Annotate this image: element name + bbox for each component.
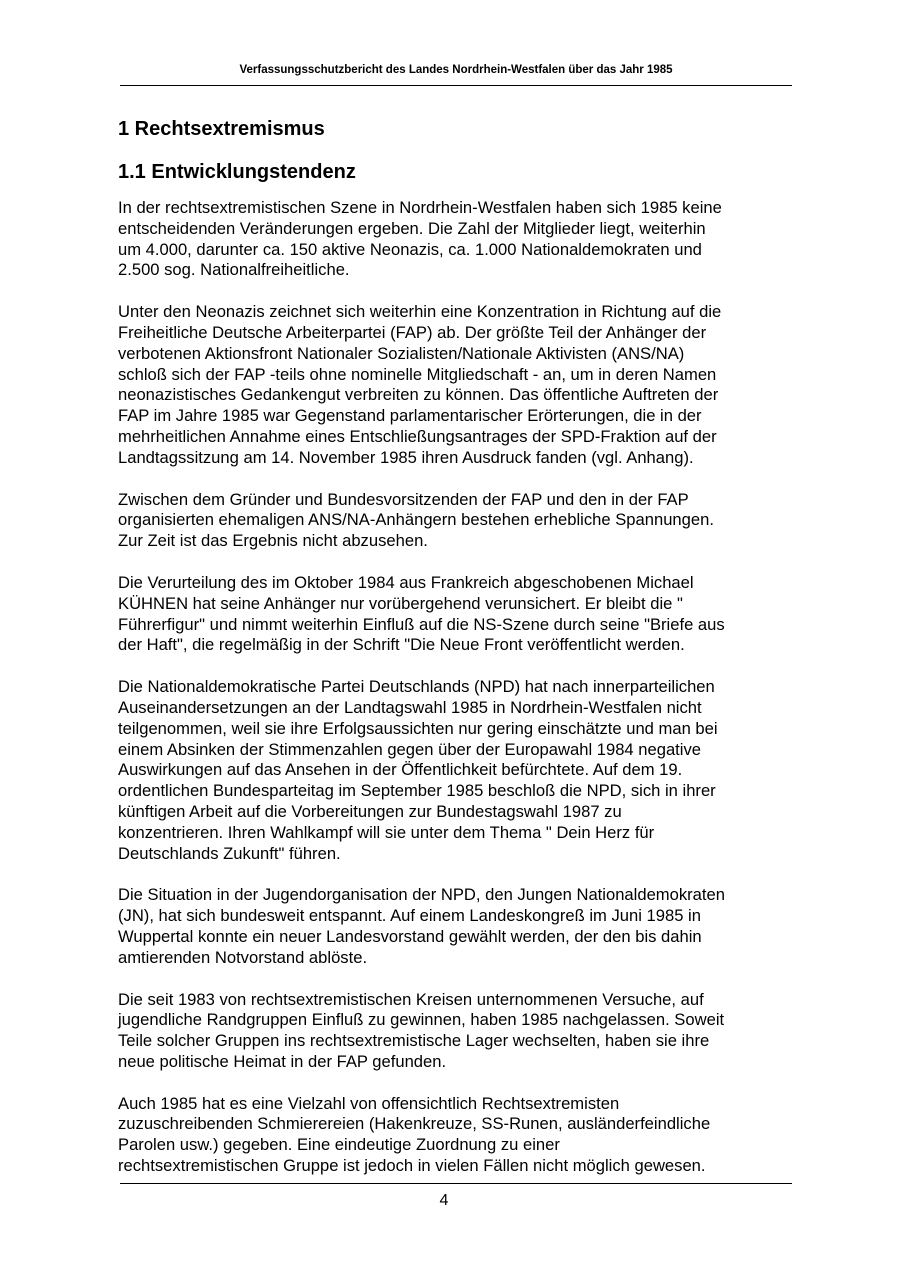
text-line: der Haft", die regelmäßig in der Schrift "Die Neue Front veröffentlicht werden.: [118, 635, 685, 655]
text-line: Landtagssitzung am 14. November 1985 ihren Ausdruck fanden (vgl. Anhang).: [118, 447, 694, 467]
text-line: zuzuschreibenden Schmierereien (Hakenkreuze, SS-Runen, ausländerfeindliche: [118, 1114, 711, 1134]
text-line: (JN), hat sich bundesweit entspannt. Auf einem Landeskongreß im Juni 1985 in: [118, 906, 701, 926]
text-line: Unter den Neonazis zeichnet sich weiterhin eine Konzentration in Richtung auf die: [118, 302, 722, 322]
text-line: Die Situation in der Jugendorganisation der NPD, den Jungen Nationaldemokraten: [118, 885, 725, 905]
paragraph: [118, 490, 798, 552]
text-line: Teile solcher Gruppen ins rechtsextremistische Lager wechselten, haben sie ihre: [118, 1031, 710, 1051]
section-title: 1.1 Entwicklungstendenz: [118, 161, 356, 183]
text-line: amtierenden Notvorstand ablöste.: [118, 947, 368, 967]
text-line: Zur Zeit ist das Ergebnis nicht abzusehen.: [118, 531, 428, 551]
text-line: organisierten ehemaligen ANS/NA-Anhängern bestehen erhebliche Spannungen.: [118, 510, 714, 530]
text-line: Wuppertal konnte ein neuer Landesvorstand gewählt werden, der den bis dahin: [118, 926, 702, 946]
text-line: um 4.000, darunter ca. 150 aktive Neonazis, ca. 1.000 Nationaldemokraten und: [118, 239, 702, 259]
text-line: Freiheitliche Deutsche Arbeiterpartei (FAP) ab. Der größte Teil der Anhänger der: [118, 322, 707, 342]
text-line: neue politische Heimat in der FAP gefunden.: [118, 1051, 447, 1071]
text-line: neonazistisches Gedankengut verbreiten zu können. Das öffentliche Auftreten der: [118, 385, 719, 405]
paragraph: [118, 198, 798, 281]
paragraph: [118, 677, 798, 864]
text-line: mehrheitlichen Annahme eines Entschließungsantrages der SPD-Fraktion auf der: [118, 426, 717, 446]
footer-divider: [120, 1183, 792, 1184]
text-line: Die Nationaldemokratische Partei Deutschlands (NPD) hat nach innerparteilichen: [118, 677, 715, 697]
text-line: ordentlichen Bundesparteitag im September 1985 beschloß die NPD, sich in ihrer: [118, 781, 716, 801]
text-line: konzentrieren. Ihren Wahlkampf will sie unter dem Thema " Dein Herz für: [118, 822, 655, 842]
text-line: entscheidenden Veränderungen ergeben. Die Zahl der Mitglieder liegt, weiterhin: [118, 218, 706, 238]
page-number: 4: [439, 1192, 449, 1209]
paragraph: [118, 1094, 798, 1177]
text-line: schloß sich der FAP -teils ohne nominelle Mitgliedschaft - an, um in deren Namen: [118, 364, 717, 384]
text-line: künftigen Arbeit auf die Vorbereitungen zur Bundestagswahl 1987 zu: [118, 801, 622, 821]
text-line: Auseinandersetzungen an der Landtagswahl 1985 in Nordrhein-Westfalen nicht: [118, 697, 702, 717]
text-line: 2.500 sog. Nationalfreiheitliche.: [118, 260, 350, 280]
text-line: Parolen usw.) gegeben. Eine eindeutige Zuordnung zu einer: [118, 1135, 560, 1155]
running-header: Verfassungsschutzbericht des Landes Nordrhein-Westfalen über das Jahr 1985: [239, 64, 673, 76]
text-line: teilgenommen, weil sie ihre Erfolgsaussichten nur gering einschätzte und man bei: [118, 718, 718, 738]
paragraph: [118, 885, 798, 968]
text-line: In der rechtsextremistischen Szene in Nordrhein-Westfalen haben sich 1985 keine: [118, 198, 722, 217]
text-line: verbotenen Aktionsfront Nationaler Sozialisten/Nationale Aktivisten (ANS/NA): [118, 343, 685, 363]
paragraph: [118, 573, 798, 656]
text-line: KÜHNEN hat seine Anhänger nur vorübergehend verunsichert. Er bleibt die ": [118, 593, 683, 613]
header-divider: [120, 85, 792, 86]
text-line: einem Absinken der Stimmenzahlen gegen über der Europawahl 1984 negative: [118, 739, 702, 759]
text-line: rechtsextremistischen Gruppe ist jedoch in vielen Fällen nicht möglich gewesen.: [118, 1156, 706, 1176]
text-line: Die Verurteilung des im Oktober 1984 aus Frankreich abgeschobenen Michael: [118, 572, 694, 592]
text-line: Führerfigur" und nimmt weiterhin Einfluß auf die NS-Szene durch seine "Briefe aus: [118, 614, 725, 634]
text-line: jugendliche Randgruppen Einfluß zu gewinnen, haben 1985 nachgelassen. Soweit: [118, 1010, 725, 1030]
text-line: Die seit 1983 von rechtsextremistischen Kreisen unternommenen Versuche, auf: [118, 989, 704, 1009]
body-text: [118, 198, 798, 1198]
paragraph: [118, 990, 798, 1073]
text-line: Zwischen dem Gründer und Bundesvorsitzenden der FAP und den in der FAP: [118, 489, 689, 509]
text-line: Auswirkungen auf das Ansehen in der Öffentlichkeit befürchtete. Auf dem 19.: [118, 760, 683, 780]
text-line: Deutschlands Zukunft" führen.: [118, 843, 341, 863]
text-line: Auch 1985 hat es eine Vielzahl von offensichtlich Rechtsextremisten: [118, 1093, 620, 1113]
paragraph: [118, 302, 798, 468]
chapter-title: 1 Rechtsextremismus: [118, 118, 325, 140]
text-line: FAP im Jahre 1985 war Gegenstand parlamentarischer Erörterungen, die in der: [118, 406, 702, 426]
